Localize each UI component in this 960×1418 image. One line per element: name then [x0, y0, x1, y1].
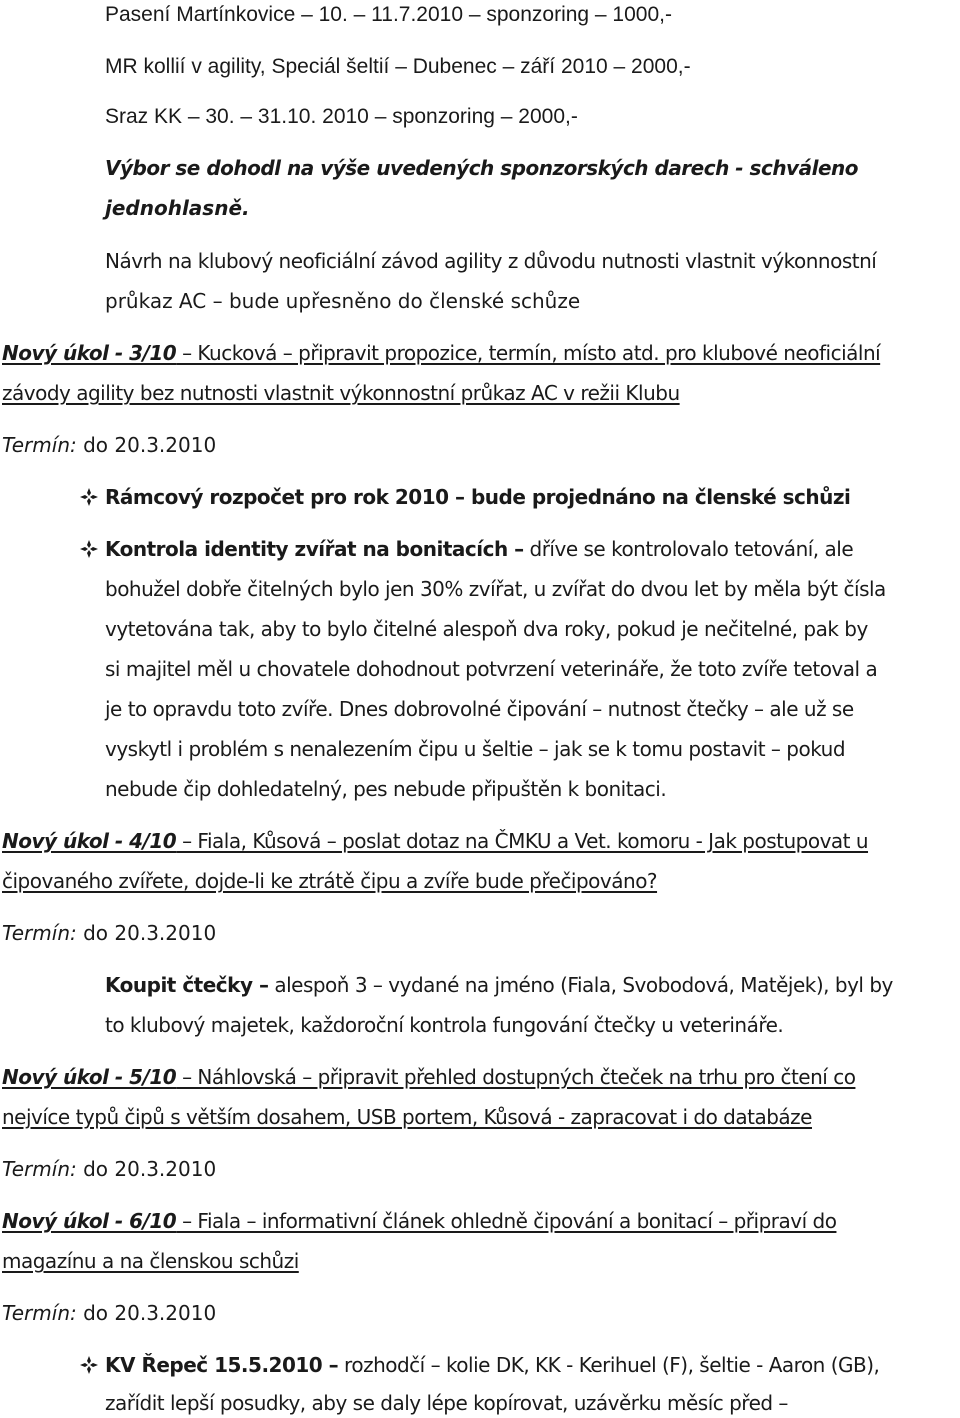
- task-6-line-2: magazínu a na členskou schůzi: [2, 1249, 299, 1273]
- task-5-deadline-label: Termín:: [2, 1157, 77, 1181]
- proposal-line-1: Návrh na klubový neoficiální závod agility z důvodu nutnosti vlastnit výkonnostní: [105, 249, 877, 273]
- task-5-deadline-value: do 20.3.2010: [76, 1157, 217, 1181]
- task-5-text: – Náhlovská – připravit přehled dostupných čteček na trhu pro čtení co: [176, 1065, 856, 1089]
- task-6-text: – Fiala – informativní článek ohledně čipování a bonitací – připraví do: [176, 1209, 837, 1233]
- readers-line-1: [105, 972, 893, 998]
- identity-line-4: si majitel měl u chovatele dohodnout potvrzení veterináře, že toto zvíře tetoval a: [105, 657, 878, 681]
- sponsor-line-3: Sraz KK – 30. – 31.10. 2010 – sponzoring – 2000,-: [105, 105, 578, 128]
- diamond-bullet-icon: [80, 484, 100, 510]
- task-3-deadline-label: Termín:: [2, 433, 77, 457]
- committee-decision-line-1: Výbor se dohodl na výše uvedených sponzorských darech - schváleno: [105, 156, 858, 180]
- readers-heading: Koupit čtečky –: [105, 973, 269, 997]
- task-6-deadline-label: Termín:: [2, 1301, 77, 1325]
- readers-text-1: alespoň 3 – vydané na jméno (Fiala, Svobodová, Matějek), byl by: [268, 973, 893, 997]
- kv-line-1: [105, 1352, 879, 1378]
- task-4-deadline-label: Termín:: [2, 921, 77, 945]
- identity-line-3: vytetována tak, aby to bylo čitelné alespoň dva roky, pokud je nečitelné, pak by: [105, 617, 868, 641]
- kv-heading: KV Řepeč 15.5.2010 –: [105, 1353, 339, 1377]
- committee-decision-line-2: jednohlasně.: [105, 196, 250, 220]
- task-6-line-1: [2, 1208, 836, 1234]
- identity-line-7: nebude čip dohledatelný, pes nebude připuštěn k bonitaci.: [105, 777, 667, 801]
- task-5-line-1: [2, 1064, 855, 1090]
- identity-text-1: dříve se kontrolovalo tetování, ale: [523, 537, 854, 561]
- task-4-deadline: [2, 920, 216, 946]
- task-3-deadline: [2, 432, 216, 458]
- task-5-line-2: nejvíce typů čipů s větším dosahem, USB portem, Kůsová - zapracovat i do databáze: [2, 1105, 812, 1129]
- kv-text-1: rozhodčí – kolie DK, KK - Kerihuel (F), šeltie - Aaron (GB),: [338, 1353, 880, 1377]
- identity-heading: Kontrola identity zvířat na bonitacích –: [105, 537, 524, 561]
- task-4-line-1: [2, 828, 868, 854]
- budget-bullet-text: Rámcový rozpočet pro rok 2010 – bude projednáno na členské schůzi: [105, 485, 851, 509]
- task-3-label: Nový úkol - 3/10: [2, 341, 177, 365]
- task-6-deadline-value: do 20.3.2010: [76, 1301, 217, 1325]
- sponsor-line-2: MR kollií v agility, Speciál šeltií – Dubenec – září 2010 – 2000,-: [105, 55, 691, 78]
- task-5-label: Nový úkol - 5/10: [2, 1065, 177, 1089]
- proposal-line-2: průkaz AC – bude upřesněno do členské schůze: [105, 289, 581, 313]
- identity-line-6: vyskytl i problém s nenalezením čipu u šeltie – jak se k tomu postavit – pokud: [105, 737, 846, 761]
- task-4-line-2: čipovaného zvířete, dojde-li ke ztrátě čipu a zvíře bude přečipováno?: [2, 869, 658, 893]
- identity-line-2: bohužel dobře čitelných bylo jen 30% zvířat, u zvířat do dvou let by měla být čísla: [105, 577, 886, 601]
- identity-line-5: je to opravdu toto zvíře. Dnes dobrovolné čipování – nutnost čtečky – ale už se: [105, 697, 854, 721]
- task-6-deadline: [2, 1300, 216, 1326]
- readers-line-2: to klubový majetek, každoroční kontrola fungování čtečky u veterináře.: [105, 1013, 784, 1037]
- task-3-deadline-value: do 20.3.2010: [76, 433, 217, 457]
- sponsor-line-1: Pasení Martínkovice – 10. – 11.7.2010 – sponzoring – 1000,-: [105, 3, 672, 26]
- task-4-deadline-value: do 20.3.2010: [76, 921, 217, 945]
- task-4-label: Nový úkol - 4/10: [2, 829, 177, 853]
- task-5-deadline: [2, 1156, 216, 1182]
- diamond-bullet-icon: [80, 536, 100, 562]
- task-6-label: Nový úkol - 6/10: [2, 1209, 177, 1233]
- diamond-bullet-icon: [80, 1352, 100, 1378]
- task-4-text: – Fiala, Kůsová – poslat dotaz na ČMKU a Vet. komoru - Jak postupovat u: [176, 829, 869, 853]
- task-3-text: – Kucková – připravit propozice, termín, místo atd. pro klubové neoficiální: [176, 341, 881, 365]
- task-3-line-1: [2, 340, 880, 366]
- kv-line-2: zařídit lepší posudky, aby se daly lépe kopírovat, uzávěrku měsíc před –: [105, 1391, 788, 1415]
- identity-line-1: [105, 536, 853, 562]
- task-3-line-2: závody agility bez nutnosti vlastnit výkonnostní průkaz AC v režii Klubu: [2, 381, 680, 405]
